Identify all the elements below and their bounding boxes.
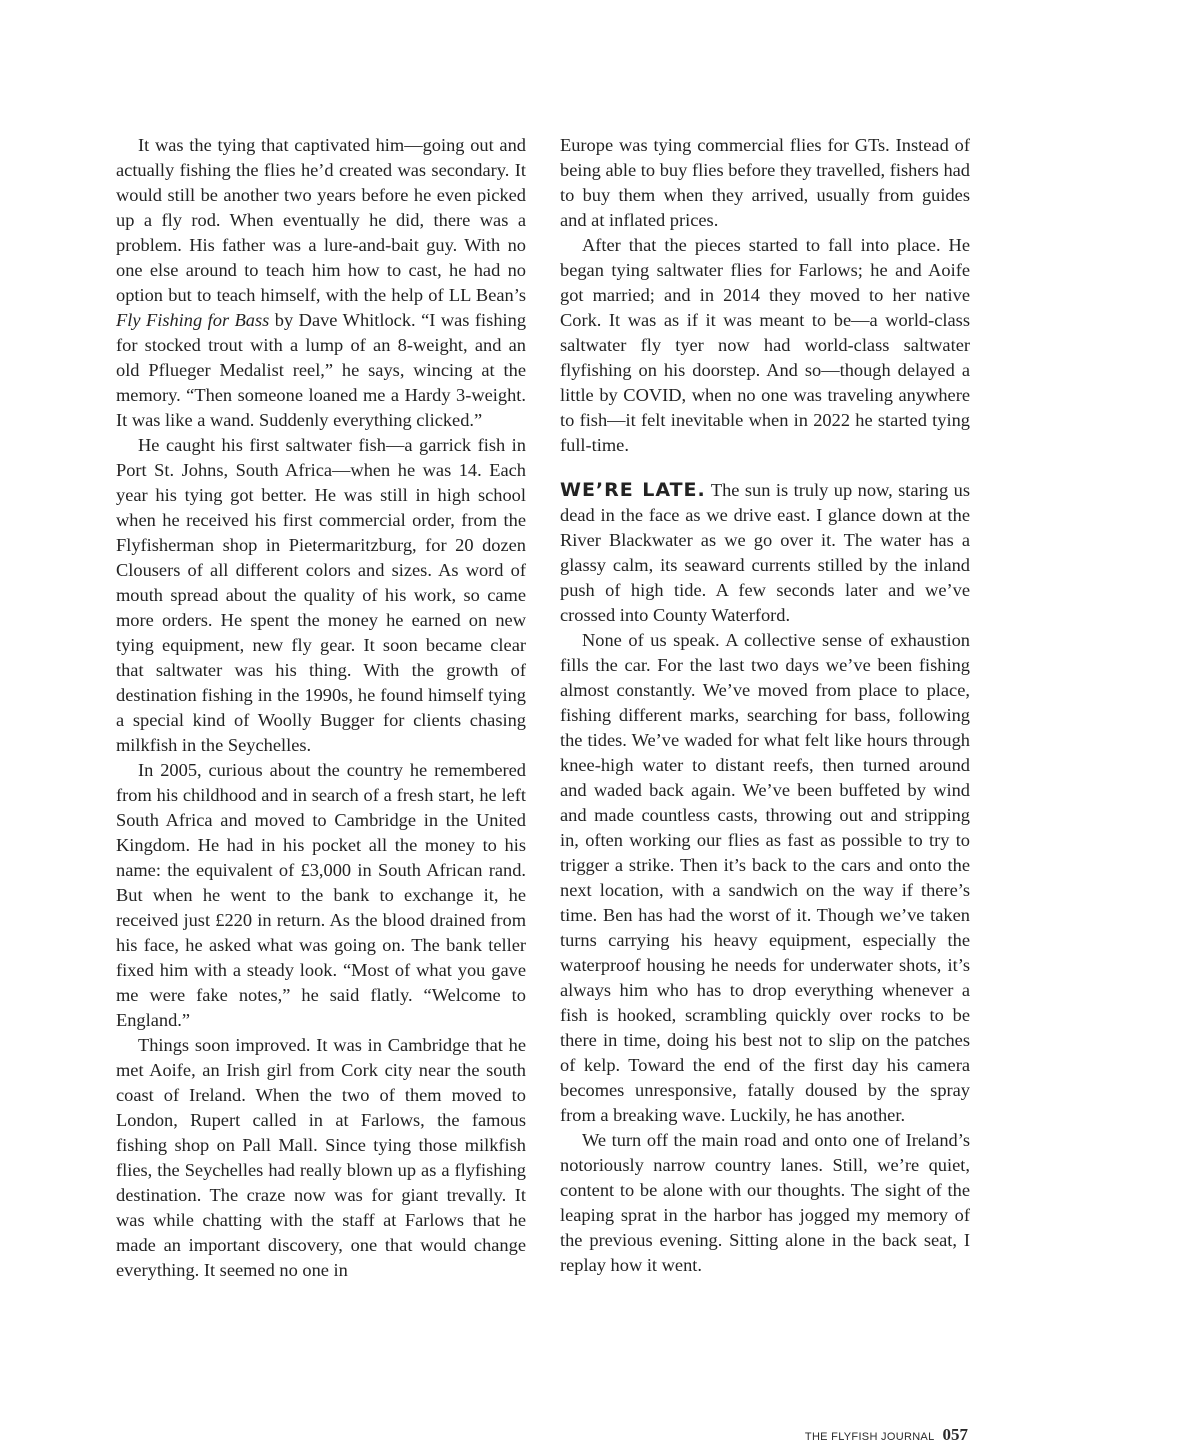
paragraph: Europe was tying commercial flies for GTs. Instead of being able to buy flies before they travelled, fishers had to buy them when they arrived, usually from guides and at inflated prices.	[560, 135, 970, 230]
right-column	[560, 133, 970, 1278]
book-title: Fly Fishing for Bass	[116, 310, 270, 330]
section-paragraph	[560, 478, 970, 628]
paragraph-text: by Dave Whitlock. “I was fishing for stocked trout with a lump of an 8-weight, and an old Pflueger Medalist reel,” he says, wincing at the memory. “Then someone loaned me a Hardy 3-weight. It was like a wand. Suddenly everything clicked.”	[116, 310, 527, 430]
page-footer	[805, 1425, 968, 1445]
paragraph	[116, 133, 526, 433]
journal-name: THE FLYFISH JOURNAL	[804, 1431, 935, 1443]
paragraph: None of us speak. A collective sense of exhaustion fills the car. For the last two days we’ve been fishing almost constantly. We’ve moved from place to place, fishing different marks, searching for bass, following the tides. We’ve waded for what felt like hours through knee-high water to distant reefs, then turned around and waded back again. We’ve been buffeted by wind and made countless casts, throwing out and stripping in, often working our flies as fast as possible to try to trigger a strike. Then it’s back to the cars and onto the next location, with a sandwich on the way if there’s time. Ben has had the worst of it. Though we’ve taken turns carrying his heavy equipment, especially the waterproof housing he needs for underwater shots, it’s always him who has to drop everything whenever a fish is hooked, scrambling quickly over rocks to be there in time, doing his best not to slip on the patches of kelp. Toward the end of the first day his camera becomes unresponsive, fatally doused by the spray from a breaking wave. Luckily, he has another.	[560, 630, 970, 1125]
left-column	[116, 133, 526, 1283]
paragraph: We turn off the main road and onto one of Ireland’s notoriously narrow country lanes. Still, we’re quiet, content to be alone with our thoughts. The sight of the leaping sprat in the harbor has jogged my memory of the previous evening. Sitting alone in the back seat, I replay how it went.	[560, 1130, 970, 1275]
paragraph: He caught his first saltwater fish—a garrick fish in Port St. Johns, South Africa—when he was 14. Each year his tying got better. He was still in high school when he received his first commercial order, from the Flyfisherman shop in Pietermaritzburg, for 20 dozen Clousers of all different colors and sizes. As word of mouth spread about the quality of his work, so came more orders. He spent the money he earned on new tying equipment, new fly gear. It soon became clear that saltwater was his thing. With the growth of destination fishing in the 1990s, he found himself tying a special kind of Woolly Bugger for clients chasing milkfish in the Seychelles.	[116, 435, 526, 755]
paragraph: After that the pieces started to fall into place. He began tying saltwater flies for Farlows; he and Aoife got married; and in 2014 they moved to her native Cork. It was as if it was meant to be—a world-class saltwater fly tyer now had world-class saltwater flyfishing on his doorstep. And so—though delayed a little by COVID, when no one was traveling anywhere to fish—it felt inevitable when in 2022 he started tying full-time.	[560, 235, 970, 455]
page-number: 057	[942, 1425, 968, 1444]
paragraph: Things soon improved. It was in Cambridge that he met Aoife, an Irish girl from Cork city near the south coast of Ireland. When the two of them moved to London, Rupert called in at Farlows, the famous fishing shop on Pall Mall. Since tying those milkfish flies, the Seychelles had really blown up as a flyfishing destination. The craze now was for giant trevally. It was while chatting with the staff at Farlows that he made an important discovery, one that would change everything. It seemed no one in	[116, 1035, 526, 1280]
paragraph-text: It was the tying that captivated him—going out and actually fishing the flies he’d created was secondary. It would still be another two years before he even picked up a fly rod. When eventually he did, there was a problem. His father was a lure-and-bait guy. With no one else around to teach him how to cast, he had no option but to teach himself, with the help of LL Bean’s	[116, 135, 526, 305]
section-lead-in: WE’RE LATE.	[560, 479, 706, 501]
paragraph: In 2005, curious about the country he remembered from his childhood and in search of a fresh start, he left South Africa and moved to Cambridge in the United Kingdom. He had in his pocket all the money to his name: the equivalent of £3,000 in South African rand. But when he went to the bank to exchange it, he received just £220 in return. As the blood drained from his face, he asked what was going on. The bank teller fixed him with a steady look. “Most of what you gave me were fake notes,” he said flatly. “Welcome to England.”	[116, 760, 526, 1030]
paragraph-text: The sun is truly up now, staring us dead in the face as we drive east. I glance down at the River Blackwater as we go over it. The water has a glassy calm, its seaward currents stilled by the inland push of high tide. A few seconds later and we’ve crossed into County Waterford.	[560, 480, 970, 625]
